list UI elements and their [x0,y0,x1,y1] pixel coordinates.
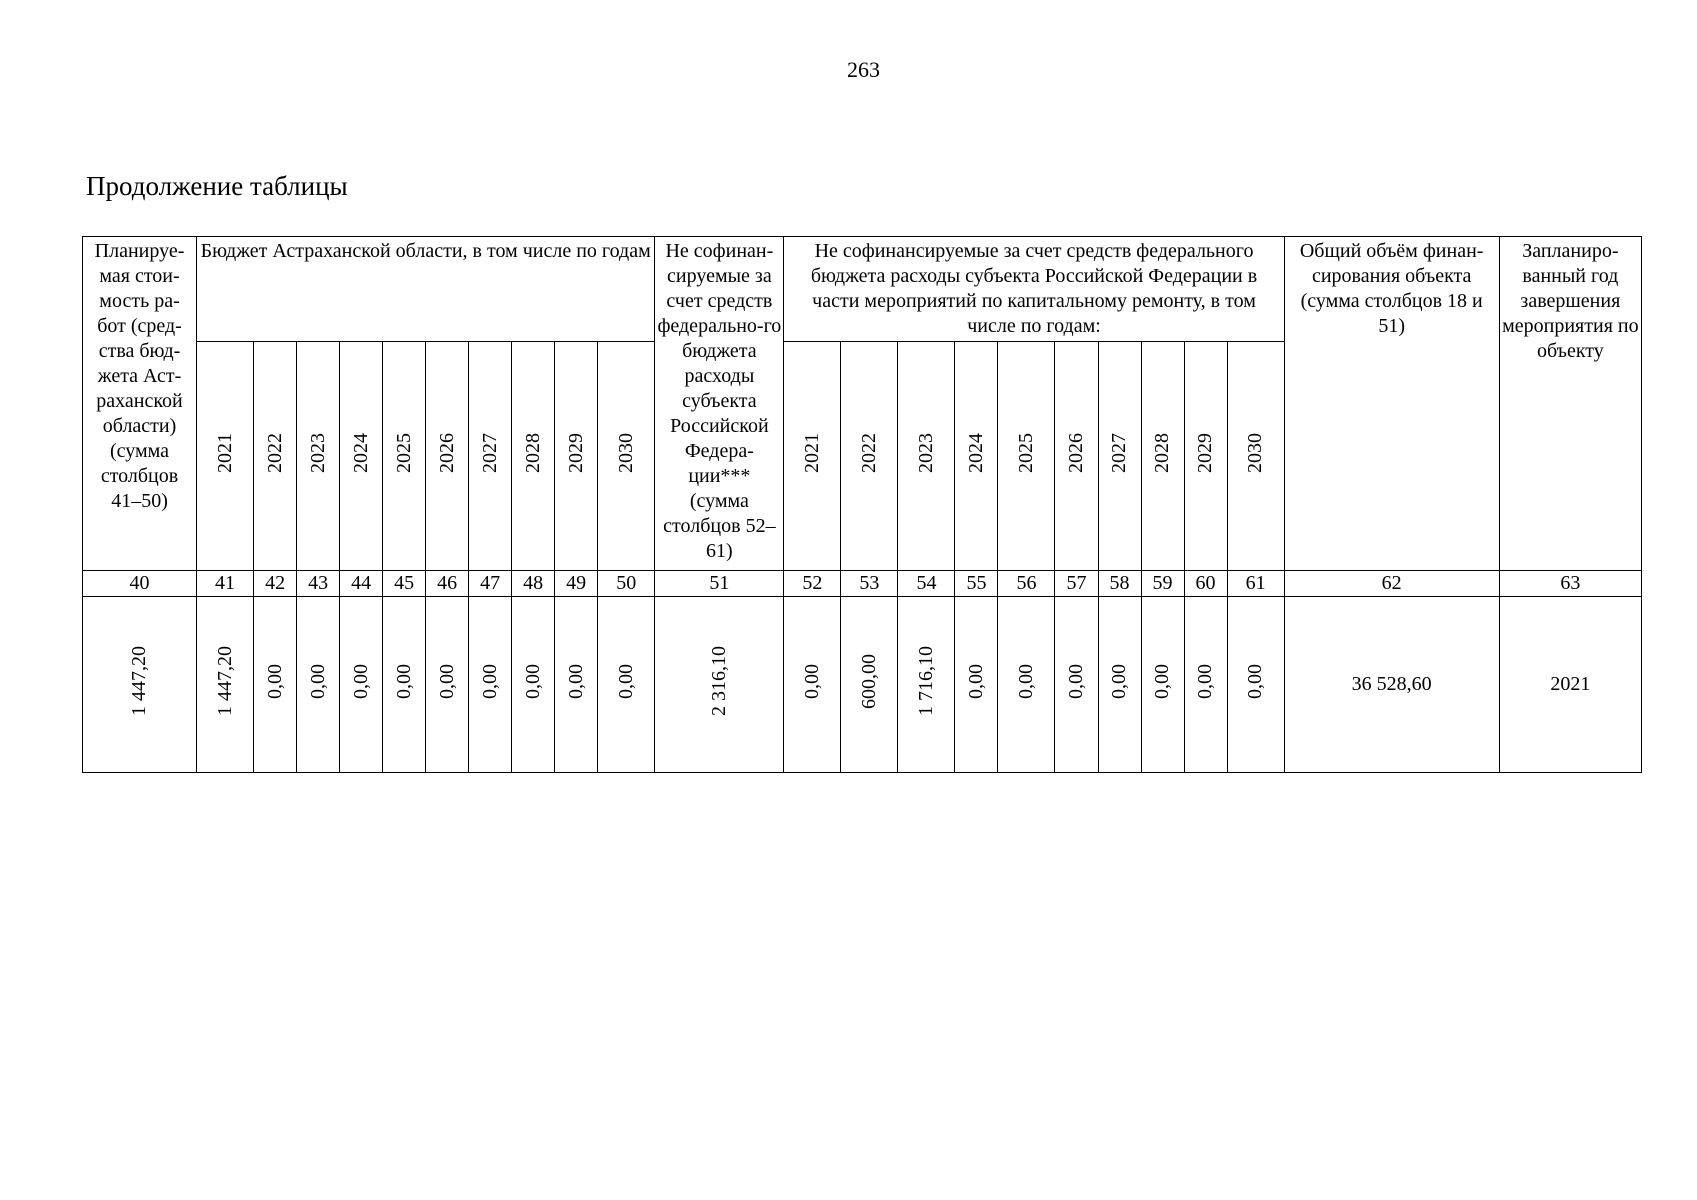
capital-value-cell [1184,597,1227,773]
column-number: 53 [841,571,898,597]
capital-value: 0,00 [800,663,823,699]
column-number: 44 [340,571,383,597]
regional-value: 0,00 [306,663,329,699]
regional-value-cell [512,597,555,773]
regional-value-cell [555,597,598,773]
capital-year-header [1141,342,1184,571]
regional-year-label: 2025 [392,432,415,473]
capital-year-header [1227,342,1284,571]
regional-value-cell [469,597,512,773]
capital-value-cell [998,597,1055,773]
capital-year-label: 2028 [1151,432,1174,473]
regional-year-label: 2029 [564,432,587,473]
column-number: 57 [1055,571,1098,597]
capital-year-header [955,342,998,571]
column-number-row [83,571,1642,597]
regional-year-label: 2023 [306,432,329,473]
capital-value: 0,00 [1108,663,1130,699]
regional-value: 0,00 [392,663,415,699]
capital-value-cell [1098,597,1141,773]
column-number: 40 [83,571,197,597]
regional-value: 0,00 [349,663,372,699]
regional-year-label: 2021 [213,432,236,473]
capital-year-label: 2024 [964,432,987,473]
regional-value: 0,00 [521,663,544,699]
capital-year-label: 2030 [1244,432,1267,473]
regional-year-header [383,342,426,571]
header-total-volume: Общий объём финан-сирования объекта (сумма столбцов 18 и 51) [1284,237,1499,571]
regional-value: 0,00 [564,663,587,699]
column-number: 46 [426,571,469,597]
regional-year-header [555,342,598,571]
page-number: 263 [847,57,880,82]
column-number: 47 [469,571,512,597]
capital-year-header [1098,342,1141,571]
planned-cost-value-cell [83,597,197,773]
regional-year-header [469,342,512,571]
regional-year-label: 2027 [478,432,501,473]
column-number: 43 [297,571,340,597]
regional-value: 0,00 [478,663,501,699]
not-cofinanced-total-value-cell [655,597,784,773]
column-number: 50 [598,571,655,597]
capital-value: 0,00 [1014,663,1037,699]
regional-year-header [197,342,254,571]
column-number: 59 [1141,571,1184,597]
regional-value-cell [383,597,426,773]
column-number: 62 [1284,571,1499,597]
not-cofinanced-total-value: 2 316,10 [707,646,730,716]
capital-value-cell [784,597,841,773]
header-not-cofinanced-total: Не софинан-сируемые за счет средств федерально-го бюджета расходы субъекта Российской Федера-ции*** (сумма столбцов 52–61) [655,237,784,571]
capital-value-cell [841,597,898,773]
planned-cost-value: 1 447,20 [128,646,151,716]
column-number: 63 [1499,571,1641,597]
regional-year-label: 2024 [349,432,372,473]
column-number: 56 [998,571,1055,597]
capital-value: 0,00 [1151,663,1174,699]
capital-year-label: 2029 [1194,432,1217,473]
regional-year-label: 2026 [435,432,458,473]
total-volume-value: 36 528,60 [1284,597,1499,773]
capital-value: 600,00 [857,653,880,709]
column-number: 49 [555,571,598,597]
capital-value-cell [898,597,955,773]
regional-value-cell [297,597,340,773]
capital-year-header [1184,342,1227,571]
capital-year-label: 2026 [1064,432,1087,473]
column-number: 60 [1184,571,1227,597]
regional-year-header [512,342,555,571]
capital-year-label: 2021 [800,432,823,473]
regional-value-cell [340,597,383,773]
column-number: 42 [254,571,297,597]
regional-value-cell [426,597,469,773]
capital-value-cell [1055,597,1098,773]
regional-value: 0,00 [614,663,637,699]
header-planned-cost: Планируе-мая стои-мость ра-бот (сред-ства бюд-жета Аст-раханской области) (сумма столбцов 41–50) [83,237,197,571]
capital-year-header [898,342,955,571]
column-number: 61 [1227,571,1284,597]
regional-value-cell [197,597,254,773]
capital-value: 1 716,10 [914,646,937,716]
regional-value-cell [254,597,297,773]
capital-value-cell [955,597,998,773]
capital-year-label: 2022 [857,432,880,473]
budget-table [82,236,1642,773]
capital-year-label: 2023 [914,432,937,473]
header-not-cofinanced-capital: Не софинансируемые за счет средств федерального бюджета расходы субъекта Российской Федерации в части мероприятий по капитальному ремонту, в том числе по годам: [784,237,1284,342]
regional-year-header [426,342,469,571]
column-number: 48 [512,571,555,597]
group-header-row [83,237,1642,342]
capital-value: 0,00 [1194,663,1217,699]
column-number: 41 [197,571,254,597]
capital-value: 0,00 [1244,663,1267,699]
capital-value: 0,00 [964,663,987,699]
regional-value: 0,00 [263,663,286,699]
capital-value: 0,00 [1064,663,1087,699]
column-number: 58 [1098,571,1141,597]
regional-value: 1 447,20 [213,646,236,716]
capital-year-header [841,342,898,571]
column-number: 54 [898,571,955,597]
header-planned-year: Запланиро-ванный год завершения мероприятия по объекту [1499,237,1641,571]
regional-value: 0,00 [435,663,458,699]
regional-value-cell [598,597,655,773]
regional-year-header [340,342,383,571]
capital-year-header [784,342,841,571]
regional-year-header [254,342,297,571]
header-regional-budget: Бюджет Астраханской области, в том числе по годам [197,237,655,342]
regional-year-header [598,342,655,571]
column-number: 45 [383,571,426,597]
capital-year-label: 2025 [1014,432,1037,473]
planned-year-value: 2021 [1499,597,1641,773]
column-number: 55 [955,571,998,597]
continuation-title: Продолжение таблицы [86,171,348,201]
capital-value-cell [1141,597,1184,773]
capital-year-header [1055,342,1098,571]
regional-year-label: 2022 [263,432,286,473]
column-number: 51 [655,571,784,597]
regional-year-header [297,342,340,571]
data-row [83,597,1642,773]
regional-year-label: 2028 [521,432,544,473]
capital-year-label: 2027 [1108,432,1130,473]
regional-year-label: 2030 [614,432,637,473]
capital-year-header [998,342,1055,571]
capital-value-cell [1227,597,1284,773]
column-number: 52 [784,571,841,597]
